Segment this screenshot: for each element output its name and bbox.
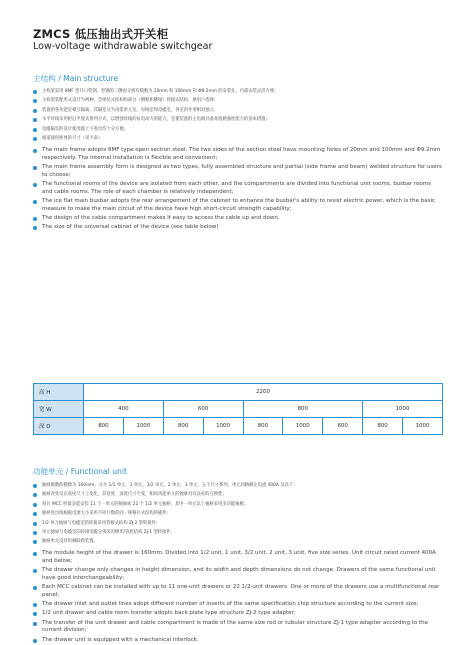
table-cell: 800 — [363, 418, 403, 435]
list-item: 通道通用柜体的尺寸（见下表） — [33, 134, 443, 143]
page-title-cn: ZMCS 低压抽出式开关柜 — [33, 27, 169, 41]
list-item: 电缆隔室的设计使电缆上下进出均十分方便。 — [33, 125, 443, 134]
list-item: 抽屉改变仅在高度尺寸上变化，其宽度、深度尺寸不变，相同功能单元的抽屉具有良好的互换性； — [33, 490, 443, 499]
list-item: The drawer inlet and outlet lines adopt different number of inserts of the same specification chip structure according to the current size; — [33, 600, 443, 609]
main-structure-list-cn — [33, 87, 443, 143]
bullet-icon — [33, 540, 37, 544]
list-item: 每台 MCC 柜最多能安装 11 个一单元的抽屉或 22 个 1/2 单元抽屉，其中一单元以上抽屉采用多功能抽板； — [33, 500, 443, 509]
bullet-icon — [33, 484, 37, 488]
list-item: 抽屉模数的模数为 160mm，分为 1/2 单元、1 单元、3/2 单元、2 单元、3 单元、五个尺寸系列，单元回路额定电流 400A 及以下； — [33, 481, 443, 490]
bullet-icon — [33, 531, 37, 535]
list-item: The drawer unit is equipped with a mechanical interlock. — [33, 636, 443, 645]
bullet-icon — [33, 503, 37, 507]
table-cell: 600 — [323, 418, 363, 435]
bullet-icon — [33, 166, 37, 170]
bullet-icon — [33, 200, 37, 204]
functional-unit-list-cn — [33, 481, 443, 547]
table-cell: 600 — [163, 401, 243, 418]
bullet-icon — [33, 552, 37, 556]
list-item: The main frame assembly form is designed as two types, fully assembled structure and partial (side frame and beam) welded structure for users to choose; — [33, 163, 443, 180]
bullet-icon — [33, 522, 37, 526]
list-item: 1/2 unit drawer and cable room transfer adopts back plate type structure ZJ-2 type adapter; — [33, 609, 443, 618]
list-item: 主构架采用 8MF 型开口型钢，型钢的二侧面分别有模数为 20mm 和 100mm 和 Φ9.2mm 的安装孔，内部安装灵活方便； — [33, 87, 443, 96]
table-cell: 800 — [163, 418, 203, 435]
list-item: Each MCC cabinet can be installed with up to 11 one-unit drawers or 22 1/2-unit drawers. One or more of the drawers use a multifunctional rear panel; — [33, 583, 443, 600]
bullet-icon — [33, 639, 37, 643]
list-item: 水平母线采用柜后平置式排列方式，以增强母线的抗电动力的能力，是使装置的主电路具备高短路强度能力的基本措施； — [33, 115, 443, 124]
table-row-width — [34, 401, 443, 418]
table-row-depth — [34, 418, 443, 435]
cabinet-dimension-table — [33, 383, 443, 435]
table-cell: 800 — [243, 401, 363, 418]
list-item: 1/2 单元抽屉与电缆室的转接采用背板式结构 ZJ-2 型转接件； — [33, 519, 443, 528]
table-cell: 1000 — [403, 418, 443, 435]
list-item: The ice flat main busbar adopts the rear arrangement of the cabinet to enhance the busbar's ability to resist electric power, which is the basic measure to make the main circuit of the device have high short-circuit strength capability; — [33, 197, 443, 214]
bullet-icon — [33, 622, 37, 626]
table-cell: 1000 — [123, 418, 163, 435]
row-header-height: 高 H — [34, 384, 84, 401]
table-cell: 1000 — [203, 418, 243, 435]
list-item: The transfer of the unit drawer and cable compartment is made of the same size rod or tubular structure ZJ-1 type adapter according to the current division; — [33, 619, 443, 636]
table-cell: 400 — [84, 401, 164, 418]
table-row-height — [34, 384, 443, 401]
list-item: 装置的各功能室相互隔离，其隔室分为功能单元室、母线室和电缆室，各室的作用相对独立； — [33, 106, 443, 115]
list-item: The module height of the drawer is 160mm. Divided into 1/2 unit, 1 unit, 3/2 unit, 2 unit, 3 unit, five size series. Unit circuit rated current 400A and below; — [33, 549, 443, 566]
bullet-icon — [33, 586, 37, 590]
list-item: 主构架装配形式设计为两种，全组装式结构和部分（侧框和横梁）焊接式结构，供用户选择； — [33, 96, 443, 105]
bullet-icon — [33, 90, 37, 94]
table-cell: 1000 — [283, 418, 323, 435]
table-cell: 2200 — [84, 384, 443, 401]
main-structure-list-en — [33, 146, 443, 233]
list-item: The functional rooms of the device are isolated from each other, and the compartments are divided into functional unit rooms, busbar rooms and cable rooms. The role of each chamber is relatively independent; — [33, 180, 443, 197]
bullet-icon — [33, 183, 37, 187]
bullet-icon — [33, 217, 37, 221]
list-item: 单元抽屉与电缆室的转接电缆分别采用棒形/管状结构 ZJ-1 型转接件； — [33, 528, 443, 537]
list-item: The design of the cable compartment makes it easy to access the cable up and down. — [33, 214, 443, 223]
bullet-icon — [33, 149, 37, 153]
row-header-width: 宽 W — [34, 401, 84, 418]
bullet-icon — [33, 226, 37, 230]
table-cell: 800 — [84, 418, 124, 435]
bullet-icon — [33, 603, 37, 607]
list-item: 抽屉进出线根据电流大小采用不同片数的同一规格片式结构的插件； — [33, 509, 443, 518]
list-item: The main frame adopts 8MF type open section steel. The two sides of the section steel have mounting holes of 20mm and 100mm and Φ9.2mm respectively. The internal installation is flexible and convenient; — [33, 146, 443, 163]
section-heading-main-structure: 主结构 / Main structure — [33, 74, 119, 83]
list-item: The drawer change only changes in height dimension, and its width and depth dimensions do not change. Drawers of the same functional unit have good interchangeability; — [33, 566, 443, 583]
functional-unit-list-en — [33, 549, 443, 645]
list-item: 抽屉单元设有机械联锁装置。 — [33, 537, 443, 546]
bullet-icon — [33, 137, 37, 141]
bullet-icon — [33, 128, 37, 132]
bullet-icon — [33, 569, 37, 573]
table-cell: 800 — [243, 418, 283, 435]
bullet-icon — [33, 118, 37, 122]
table-cell: 1000 — [363, 401, 443, 418]
list-item: The size of the universal cabinet of the device (see table below) — [33, 223, 443, 232]
bullet-icon — [33, 109, 37, 113]
bullet-icon — [33, 612, 37, 616]
page-title-en: Low-voltage withdrawable switchgear — [33, 41, 213, 52]
bullet-icon — [33, 99, 37, 103]
section-heading-functional-unit: 功能单元 / Functional unit — [33, 467, 127, 476]
bullet-icon — [33, 493, 37, 497]
row-header-depth: 深 D — [34, 418, 84, 435]
bullet-icon — [33, 512, 37, 516]
